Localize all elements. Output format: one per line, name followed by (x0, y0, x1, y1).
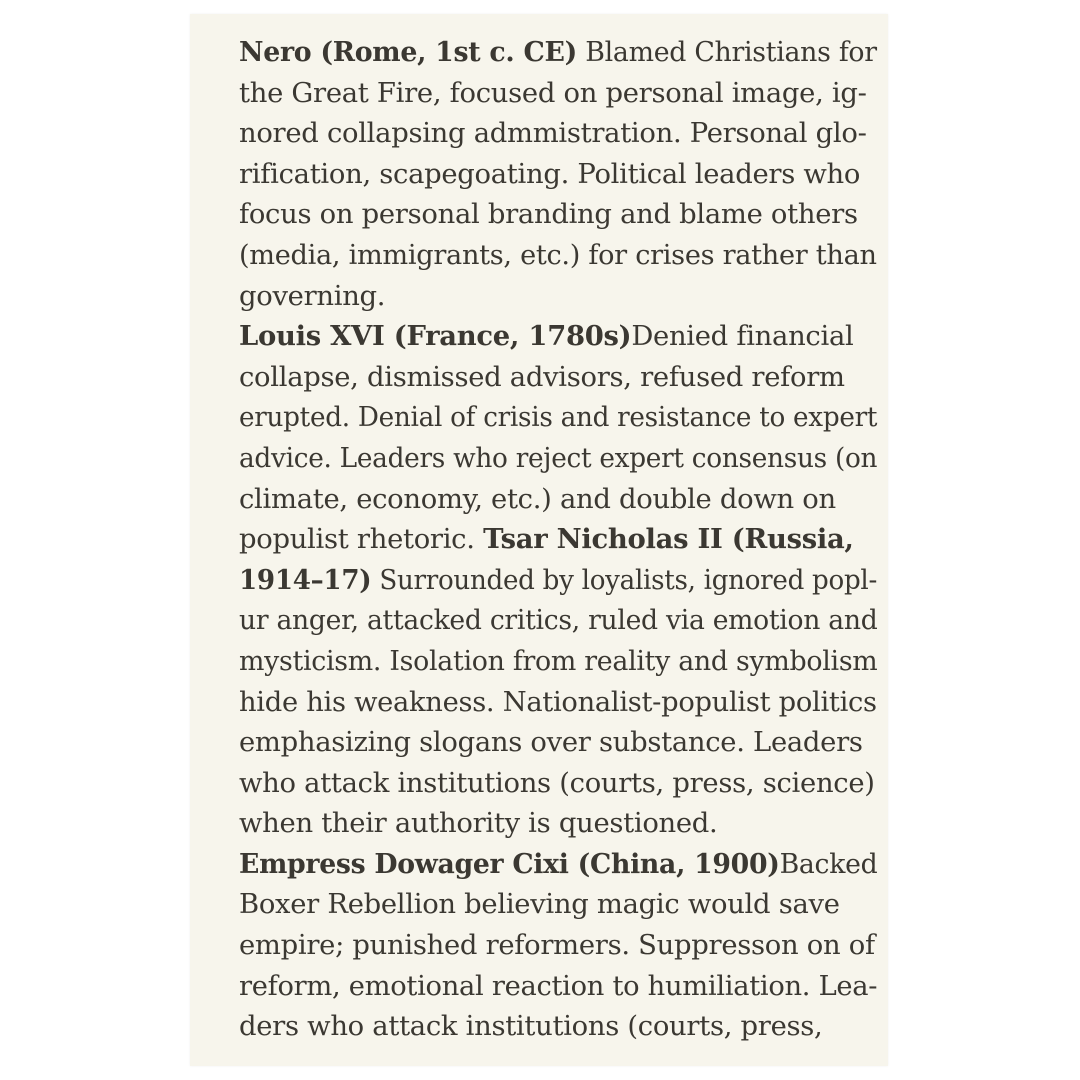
line-text: emphasizing slogans over substance. Leaders (239, 726, 863, 759)
line-text: the Great Fire, focused on personal image, ig- (239, 76, 867, 109)
line-text: ur anger, attacked critics, ruled via emotion and (239, 604, 878, 637)
text-line-8 (239, 316, 877, 357)
line-text: empire; punished reformers. Suppresson on of (239, 929, 875, 962)
line-text: hide his weakness. Nationalist-populist politics (239, 685, 877, 718)
line-text: when their authority is questioned. (239, 807, 718, 840)
text-line-25 (239, 1006, 877, 1047)
text-line-11 (239, 438, 878, 479)
text-line-21 (239, 844, 878, 885)
line-text: focus on personal branding and blame others (239, 198, 858, 231)
text-line-13 (239, 519, 877, 560)
leader-heading-nicholas-years: 1914–17) (239, 563, 372, 596)
text-line-7 (239, 276, 877, 317)
leader-heading-louis: Louis XVI (France, 1780s) (239, 320, 632, 353)
line-text: Denied financial (631, 320, 854, 353)
line-text: governing. (239, 279, 386, 312)
text-line-17 (239, 682, 875, 723)
text-line-9 (239, 357, 877, 398)
leader-heading-nicholas: Tsar Nicholas II (Russia, (483, 523, 854, 556)
text-line-15 (239, 600, 878, 641)
text-line-23 (239, 925, 877, 966)
line-text: mysticism. Isolation from reality and symbolism (239, 644, 878, 677)
text-line-5 (239, 194, 877, 235)
line-text: Boxer Rebellion believing magic would save (239, 888, 840, 921)
text-line-14 (239, 560, 878, 601)
text-line-20 (239, 803, 877, 844)
leader-heading-cixi: Empress Dowager Cixi (China, 1900) (239, 847, 780, 880)
text-line-6 (239, 235, 877, 276)
leader-heading-nero: Nero (Rome, 1st c. CE) (239, 36, 578, 68)
line-text: Backed (779, 847, 878, 880)
text-line-3 (239, 113, 877, 154)
line-text: populist rhetoric. (239, 523, 484, 556)
text-line-4 (239, 154, 877, 195)
line-text: who attack institutions (courts, press, science) (239, 766, 875, 799)
text-line-10 (239, 397, 878, 438)
line-text: nored collapsing admmistration. Personal glo- (239, 117, 867, 150)
line-text: reform, emotional reaction to humiliation. Lea- (239, 969, 878, 1002)
line-text: ders who attack institutions (courts, press, (239, 1010, 823, 1043)
text-line-24 (239, 966, 878, 1007)
text-line-16 (239, 641, 878, 682)
line-text: (media, immigrants, etc.) for crises rather than (239, 238, 877, 271)
line-text: Blamed Christians for (577, 36, 877, 68)
document-page (190, 14, 888, 1066)
text-line-22 (239, 884, 877, 925)
line-text: collapse, dismissed advisors, refused reform (239, 360, 845, 393)
document-text (239, 32, 879, 1047)
text-line-18 (239, 722, 877, 763)
text-line-1 (239, 32, 877, 73)
text-line-12 (239, 479, 877, 520)
line-text: Surrounded by loyalists, ignored popl- (371, 563, 878, 596)
line-text: rification, scapegoating. Political leaders who (239, 157, 861, 190)
text-line-19 (239, 763, 877, 804)
line-text: advice. Leaders who reject expert consensus (on (239, 441, 878, 474)
line-text: climate, economy, etc.) and double down on (239, 482, 836, 515)
text-line-2 (239, 73, 877, 114)
line-text: erupted. Denial of crisis and resistance to expert (239, 401, 878, 434)
